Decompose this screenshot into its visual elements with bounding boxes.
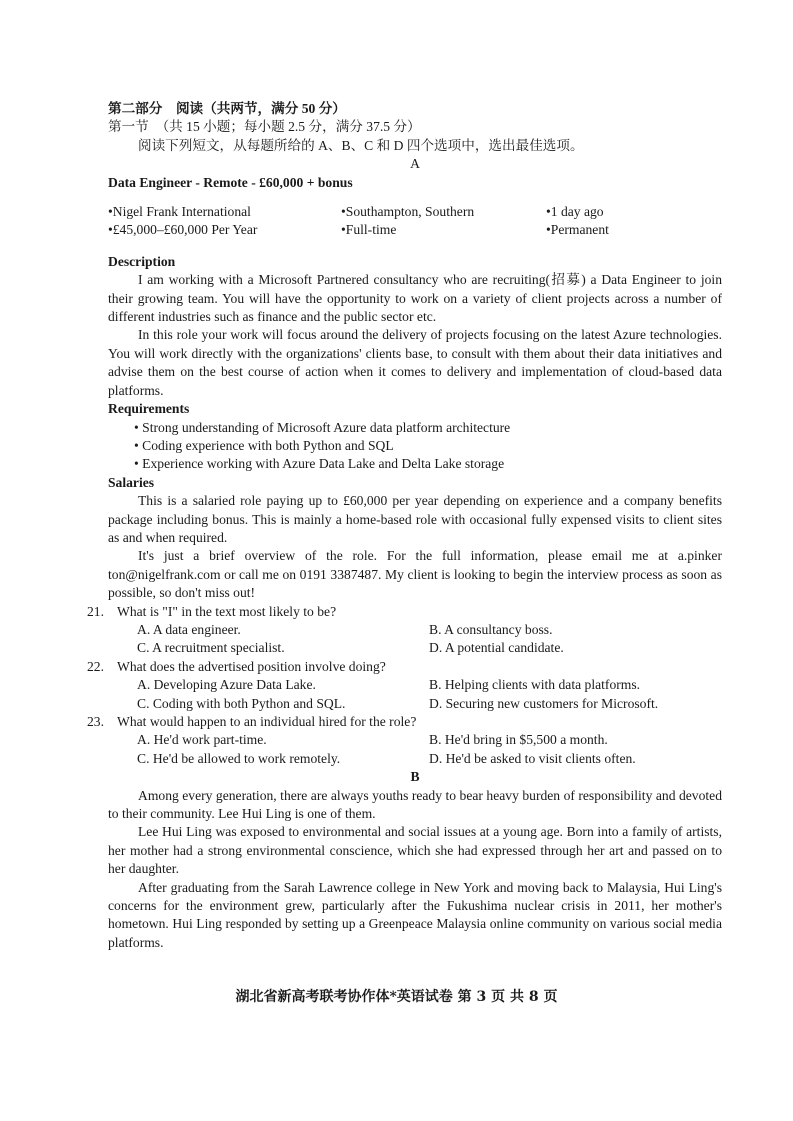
exam-page <box>87 100 722 952</box>
description-heading: Description <box>108 253 176 269</box>
option-d: D. He'd be asked to visit clients often. <box>429 750 636 766</box>
question-23 <box>87 713 722 768</box>
page-footer: 湖北省新高考联考协作体*英语试卷 第 3 页 共 8 页 <box>235 989 558 1005</box>
requirements-list <box>108 419 722 474</box>
option-b: B. Helping clients with data platforms. <box>429 677 641 693</box>
option-d: D. A potential candidate. <box>429 640 564 656</box>
question-22 <box>87 658 722 713</box>
requirements-heading: Requirements <box>108 401 190 417</box>
job-meta <box>108 203 722 240</box>
salaries-paragraph: This is a salaried role paying up to £60,000 per year depending on experience and a company benefits package including bonus. This is mainly a home-based role with occasional fully expensed visits to client sites as and when required. <box>108 493 722 545</box>
salaries-heading: Salaries <box>108 474 155 490</box>
instructions: 阅读下列短文，从每题所给的 A、B、C 和 D 四个选项中，选出最佳选项。 <box>138 137 584 153</box>
part-title: 第二部分 阅读（共两节，满分 50 分） <box>108 101 346 116</box>
passage-b-paragraph: After graduating from the Sarah Lawrence college in New York and moving back to Malaysia, Hui Ling's concerns for the environment grew, particularly after the Fukushima nuclear crisis in 2011, her mother's hometown. Hui Ling responded by setting up a Greenpeace Malaysia online community on various social media platforms. <box>108 879 722 950</box>
requirement-item: • Strong understanding of Microsoft Azure data platform architecture <box>134 419 722 437</box>
option-c: C. He'd be allowed to work remotely. <box>137 750 341 766</box>
section-title: 第一节 （共 15 小题；每小题 2.5 分，满分 37.5 分） <box>108 119 421 135</box>
question-number: 22. <box>87 658 104 674</box>
meta-salary: •£45,000–£60,000 Per Year <box>108 222 258 238</box>
passage-b-letter: B <box>410 769 420 785</box>
passage-a-letter: A <box>410 156 420 172</box>
description-paragraph: In this role your work will focus around the delivery of projects focusing on the latest Azure technologies. You will work directly with the organizations' clients base, to consult with them about their data initiatives and advise them on the best course of action when it comes to delivery and implementation of cloud-based data platforms. <box>108 327 722 398</box>
option-b: B. He'd bring in $5,500 a month. <box>429 732 608 748</box>
option-a: A. A data engineer. <box>137 621 241 637</box>
passage-b-paragraph: Among every generation, there are always youths ready to bear heavy burden of responsibility and devoted to their community. Lee Hui Ling is one of them. <box>108 787 722 822</box>
option-b: B. A consultancy boss. <box>429 621 553 637</box>
job-title: Data Engineer - Remote - £60,000 + bonus <box>108 174 353 190</box>
option-a: A. He'd work part-time. <box>137 732 267 748</box>
option-a: A. Developing Azure Data Lake. <box>137 677 316 693</box>
answer-options <box>137 676 722 713</box>
passage-b-paragraph: Lee Hui Ling was exposed to environmental and social issues at a young age. Born into a family of artists, her mother had a strong environmental conscience, which she had expressed through her art and passed on to her daughter. <box>108 824 722 877</box>
question-text: What does the advertised position involve doing? <box>117 658 386 674</box>
meta-location: •Southampton, Southern <box>341 204 475 220</box>
answer-options <box>137 731 722 768</box>
meta-company: •Nigel Frank International <box>108 204 251 220</box>
question-text: What is "I" in the text most likely to be? <box>117 603 337 619</box>
description-paragraph: I am working with a Microsoft Partnered consultancy who are recruiting(招募) a Data Engineer to join their growing team. You will have the opportunity to work on a variety of client projects across a number of different industries such as finance and the public sector etc. <box>108 272 722 325</box>
option-c: C. Coding with both Python and SQL. <box>137 695 346 711</box>
option-c: C. A recruitment specialist. <box>137 640 285 656</box>
requirement-item: • Experience working with Azure Data Lake and Delta Lake storage <box>134 455 722 473</box>
question-number: 23. <box>87 714 104 729</box>
question-number: 21. <box>87 603 104 619</box>
meta-contract: •Permanent <box>546 222 609 238</box>
question-21 <box>87 603 722 658</box>
meta-type: •Full-time <box>341 222 397 238</box>
question-text: What would happen to an individual hired for the role? <box>117 714 417 729</box>
requirement-item: • Coding experience with both Python and SQL <box>134 437 722 455</box>
answer-options <box>137 621 722 658</box>
salaries-paragraph: It's just a brief overview of the role. For the full information, please email me at a.pinker ton@nigelfrank.com or call me on 0191 3387487. My client is looking to begin the interview process as soon as possible, so don't miss out! <box>108 548 722 601</box>
meta-posted: •1 day ago <box>546 204 604 220</box>
option-d: D. Securing new customers for Microsoft. <box>429 695 659 711</box>
